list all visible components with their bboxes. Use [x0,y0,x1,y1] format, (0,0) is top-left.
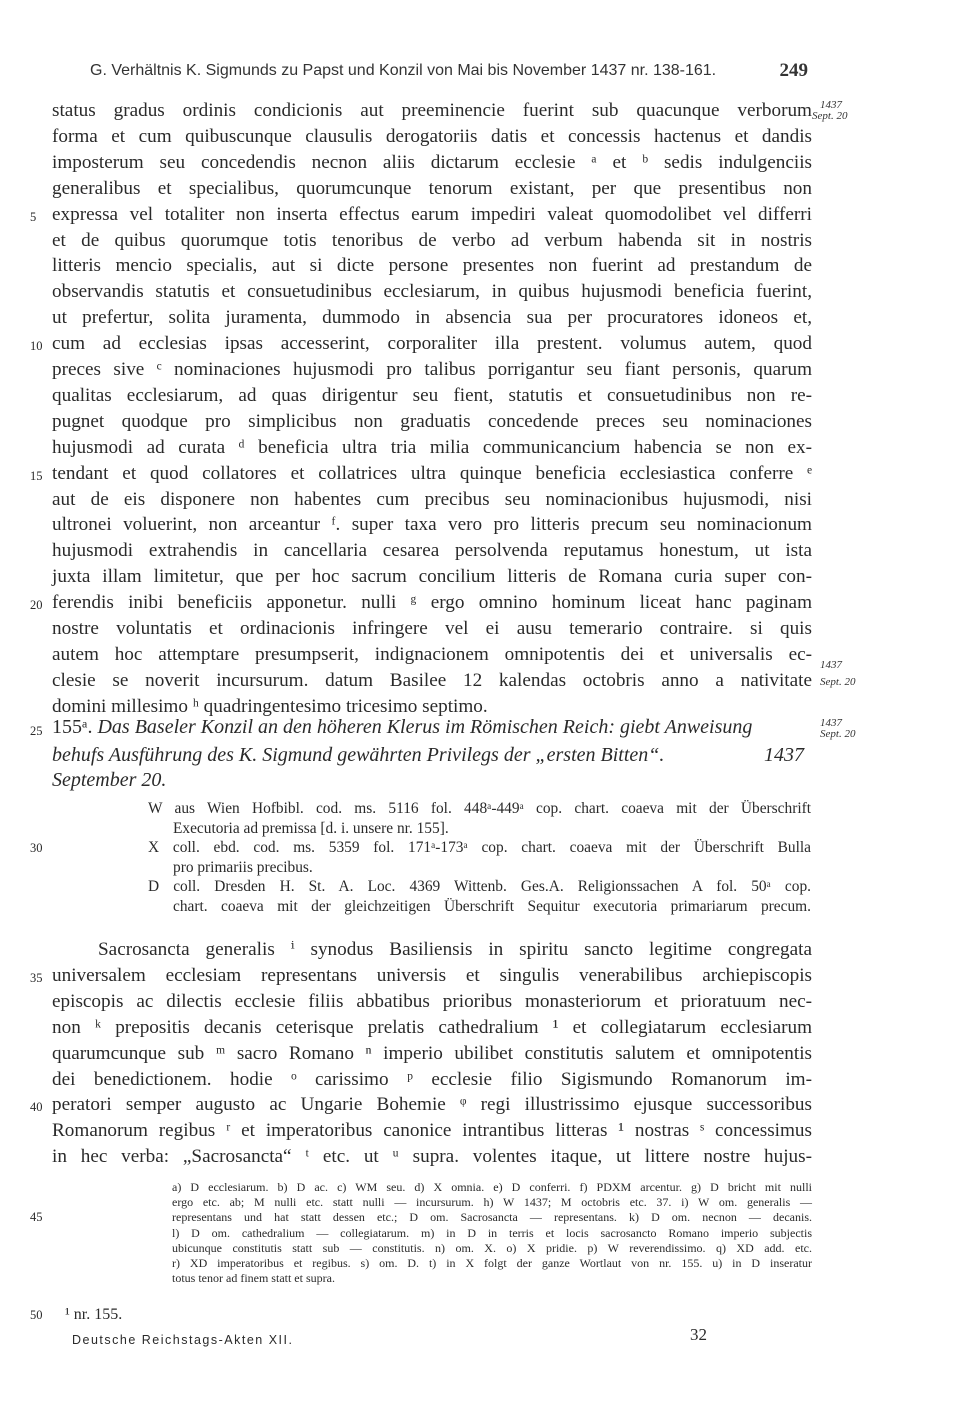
text-line: quarumcunque sub ᵐ sacro Romano ⁿ imperio ubilibet constitutis salutem et omnipotentis [52,1042,812,1064]
text-line: aut de eis disponere non habentes cum precibus seu nominacionibus hujusmodi, nisi [52,488,812,510]
text-line: generalibus et specialibus, quorumcunque tenorum existant, per que presentibus non [52,177,812,199]
text-line: status gradus ordinis condicionis aut preeminencie fuerint sub quacunque verborum [52,100,812,121]
margin-date-2: 1437 Sept. 20 [820,659,856,688]
text-line: observandis statutis et consuetudinibus ecclesiarum, in quibus hujusmodi beneficia fuerint, [52,281,812,303]
text-line: Sacrosancta generalis ⁱ synodus Basiliensis in spiritu sancto legitime congregata [98,939,812,960]
running-header [90,62,900,86]
line-number: 5 [30,209,37,224]
line-number: 30 [30,841,43,856]
text-line: expressa vel totaliter non inserta effectus earum impediri valeat quomodolibet vel differri [52,203,812,225]
line-number: 15 [30,468,43,483]
document-heading-line2-row [52,742,812,768]
document-heading-line2: behufs Ausführung des K. Sigmund gewährten Privilegs der „ersten Bitten“. [52,744,665,766]
line-number: 35 [30,970,43,985]
header-page-number: 249 [779,60,808,81]
text-line: peratori semper augusto ac Ungarie Bohemie ᵠ regi illustrissimo ejusque successoribus [52,1094,812,1116]
text-line: in hec verba: „Sacrosancta“ ᵗ etc. ut ᵘ supra. volentes itaque, ut littere nostre hujus- [52,1146,812,1168]
text-line: ultronei voluerint, non arceantur ᶠ. super taxa vero pro litteris precum seu nominacionum [52,514,812,536]
text-line: cum ad ecclesias ipsas accesserint, corporaliter illa prestent. volumus autem, quod [52,333,812,355]
footnote-line: representans und hat statt dessen etc.; D om. Sacrosancta — representans. k) D om. necnon — decanis. [172,1210,812,1225]
text-line: clesie se noverit incursurum. datum Basilee 12 kalendas octobris anno a nativitate [52,669,812,691]
document-number: 155ᵃ. [52,716,93,738]
text-line: forma et cum quibuscunque clausulis derogatoriis datis et concessis hactenus et dandis [52,125,812,147]
document-heading-year: 1437 [764,744,804,766]
source-line: chart. coaeva mit der gleichzeitigen Überschrift Sequitur executoria primariarum precum. [173,898,811,915]
line-number: 20 [30,598,43,613]
source-line: Executoria ad premissa [d. i. unsere nr. 155]. [173,819,449,837]
footnote-line: a) D ecclesiarum. b) D ac. c) WM seu. d) X omnia. e) D conferri. f) PDXM arcentur. g) D bricht mit nulli [172,1180,812,1194]
series-signature: Deutsche Reichstags-Akten XII. [72,1333,294,1347]
text-line: Romanorum regibus ʳ et imperatoribus canonice intrantibus litteras ¹ nostras ˢ concessimus [52,1120,812,1142]
document-heading [52,714,812,740]
text-line: dei benedictionem. hodie ᵒ carissimo ᵖ ecclesie filio Sigismundo Romanorum im- [52,1068,812,1090]
text-line: qualitas ecclesiarum, ad quas dirigentur seu fient, statutis et consuetudinibus non re- [52,384,812,406]
margin-date-3: 1437 Sept. 20 [820,717,856,740]
footnote-line: r) XD imperatoribus et regibus. s) om. D. t) in X folgt der ganze Wortlaut von nr. 155. u) in D inseratur [172,1256,812,1270]
line-number: 45 [30,1210,43,1225]
text-line: litteris mencio specialis, aut si dicte persone presentes non fuerint ad prestandum de [52,255,812,277]
document-heading-date: September 20. [52,769,167,791]
text-line: preces sive ᶜ nominaciones hujusmodi pro talibus porrigantur seu fiant personis, quarum [52,359,812,380]
source-line: W aus Wien Hofbibl. cod. ms. 5116 fol. 448ᵃ-449ᵃ cop. chart. coaeva mit der Überschrift [148,800,811,817]
text-line: ferendis inibi beneficiis apponetur. nulli ᵍ ergo omnino hominum liceat hanc paginam [52,592,812,614]
text-line: episcopis ac dilectis ecclesie filiis abbatibus prioribus monasteriorum et prioratuum nec- [52,990,812,1012]
line-number: 40 [30,1100,43,1115]
footnote-line: ergo etc. ab; M nulli etc. statt nulli — incursurum. h) W 1437; M octobris etc. 37. i) W om. generalis — [172,1195,812,1210]
footnote-line: totus tenor ad finem statt et supra. [172,1271,335,1286]
text-line: domini millesimo ʰ quadringentesimo tricesimo septimo. [52,695,488,717]
reference-footnote: ¹ nr. 155. [65,1306,123,1323]
header-title: G. Verhältnis K. Sigmunds zu Papst und Konzil von Mai bis November 1437 nr. 138-161. [90,62,717,79]
text-line: universalem ecclesiam representans universis et singulis venerabilibus archiepiscopis [52,964,812,986]
line-number: 50 [30,1308,43,1322]
text-line: hujusmodi ad curata ᵈ beneficia ultra tria milia communicancium habencia se non ex- [52,436,812,458]
text-line: nostre voluntatis et ordinacionis infringere vel ei ausu temerario contraire. si quis [52,618,812,639]
footnote-line: ubicunque constitutis statt sub — constitutis. n) om. X. o) X pridie. p) W reverendissimo. q) XD add. etc. [172,1240,812,1255]
text-line: tendant et quod collatores et collatrices ultra quinque beneficia ecclesiastica conferre ᵉ [52,462,812,484]
text-line: ut prefertur, solita juramenta, dummodo in absencia sua per procuratores idoneos et, [52,307,812,329]
sheet-number: 32 [690,1325,707,1344]
line-number: 10 [30,339,43,354]
text-line: non ᵏ prepositis decanis ceterisque prelatis cathedralium ¹ et collegiatarum ecclesiarum [52,1016,812,1038]
text-line: pugnet quodque pro simplicibus non graduatis concedende preces seu nominaciones [52,410,812,432]
source-line: D coll. Dresden H. St. A. Loc. 4369 Wittenb. Ges.A. Religionssachen A fol. 50ᵃ cop. [148,878,811,896]
line-number: 25 [30,724,43,738]
text-line: juxta illam limitetur, que per hoc sacrum concilium litteris de Romana curia super con- [52,566,812,588]
document-heading-line1: Das Baseler Konzil an den höheren Klerus im Römischen Reich: giebt Anweisung [97,716,753,738]
text-line: autem hoc attemptare presumpserit, indignacionem omnipotentis dei et universalis ec- [52,643,812,665]
text-line: imposterum seu concedendis necnon aliis dictarum ecclesie ᵃ et ᵇ sedis indulgenciis [52,151,812,173]
source-line: X coll. ebd. cod. ms. 5359 fol. 171ᵃ-173ᵃ cop. chart. coaeva mit der Überschrift Bulla [148,839,811,857]
margin-date-1: 1437 Sept. 20 [812,99,848,122]
footnote-line: l) D om. cathedralium — collegiatarum. m) in D in terris et locis sacrosancto Romano imperio subjectis [172,1225,812,1240]
text-line: et de quibus quorumque totis tenoribus de verbo ad verbum habenda sit in nostris [52,229,812,251]
source-line: pro primariis precibus. [173,858,313,876]
text-line: hujusmodi extrahendis in cancellaria cesarea persolvenda reputamus honestum, ut ista [52,540,812,562]
